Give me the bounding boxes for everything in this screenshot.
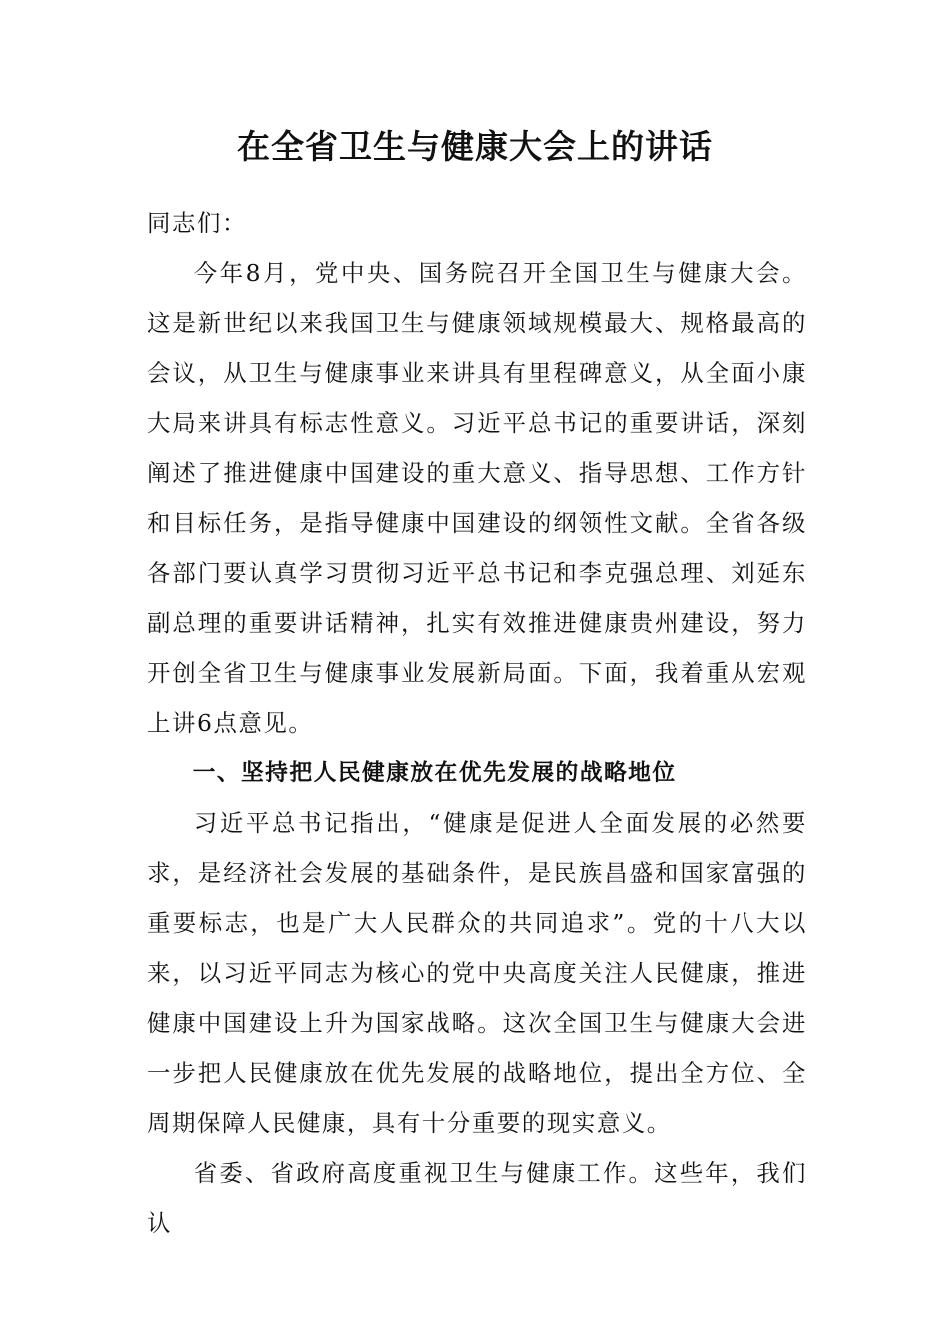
paragraph-continued: 省委、省政府高度重视卫生与健康工作。这些年，我们认 [147,1159,807,1237]
document-body [147,198,807,1248]
paragraph-section-1: 习近平总书记指出，“健康是促进人全面发展的必然要求，是经济社会发展的基础条件，是民族昌盛和国家富强的重要标志，也是广大人民群众的共同追求”。党的十八大以来，以习近平同志为核心的党中央高度关注人民健康，推进健康中国建设上升为国家战略。这次全国卫生与健康大会进一步把人民健康放在优先发展的战略地位，提出全方位、全周期保障人民健康，具有十分重要的现实意义。 [147,809,807,1137]
section-heading-1: 一、坚持把人民健康放在优先发展的战略地位 [192,760,677,786]
paragraph-intro: 今年8月，党中央、国务院召开全国卫生与健康大会。这是新世纪以来我国卫生与健康领域规模最大、规格最高的会议，从卫生与健康事业来讲具有里程碑意义，从全面小康大局来讲具有标志性意义。习近平总书记的重要讲话，深刻阐述了推进健康中国建设的重大意义、指导思想、工作方针和目标任务，是指导健康中国建设的纲领性文献。全省各级各部门要认真学习贯彻习近平总书记和李克强总理、刘延东副总理的重要讲话精神，扎实有效推进健康贵州建设，努力开创全省卫生与健康事业发展新局面。下面，我着重从宏观上讲6点意见。 [147,259,807,737]
salutation: 同志们： [147,209,247,237]
document-title: 在全省卫生与健康大会上的讲话 [237,127,713,166]
